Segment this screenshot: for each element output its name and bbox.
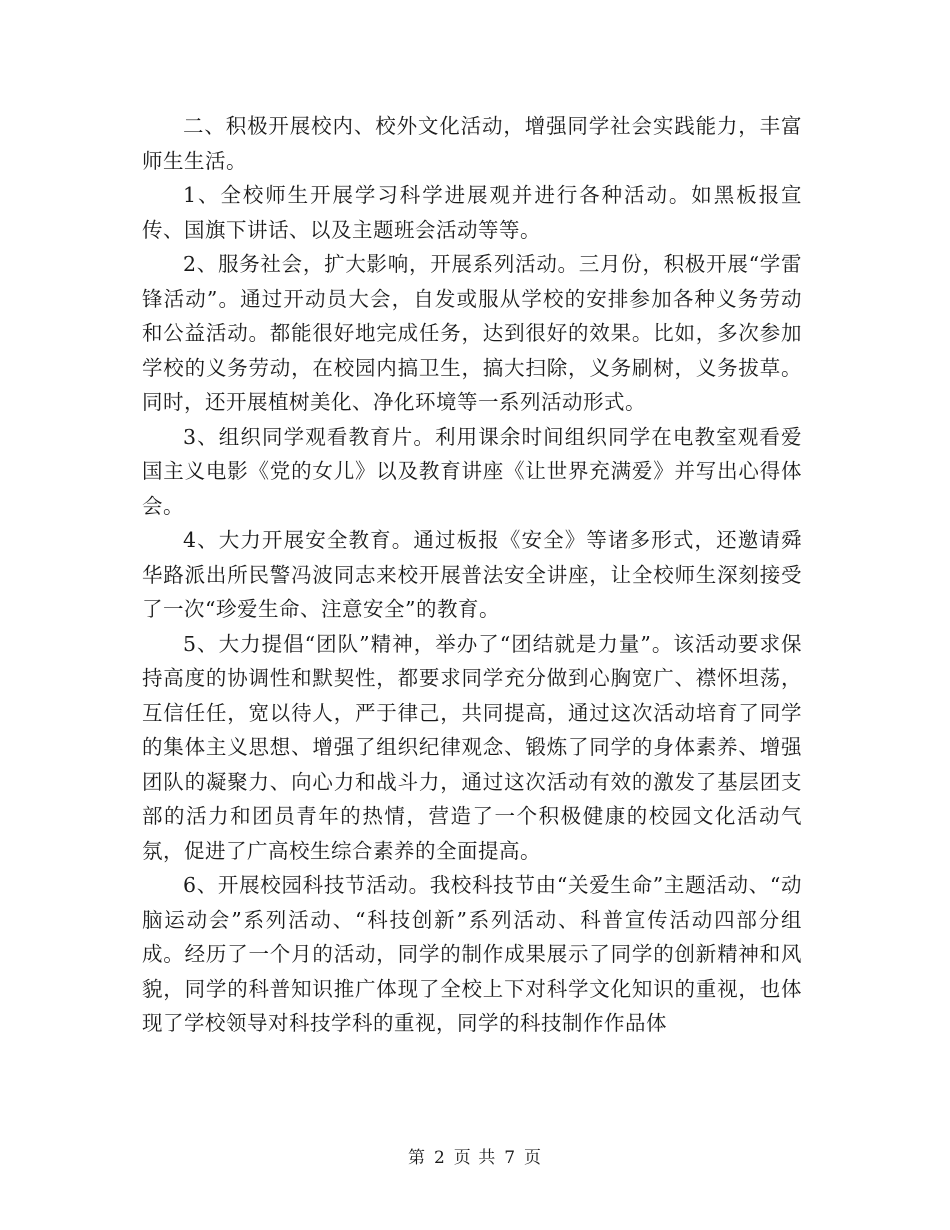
page-label-mid: 页 共 bbox=[453, 1148, 497, 1168]
page-label-prefix: 第 bbox=[407, 1148, 426, 1168]
document-body bbox=[142, 109, 802, 1041]
paragraph-heading-2: 二、积极开展校内、校外文化活动，增强同学社会实践能力，丰富师生生活。 bbox=[142, 114, 802, 173]
paragraph-item-2: 2、服务社会，扩大影响，开展系列活动。三月份，积极开展“学雷锋活动”。通过开动员大会，自发或服从学校的安排参加各种义务劳动和公益活动。都能很好地完成任务，达到很好的效果。比如，多次参加学校的义务劳动，在校园内搞卫生，搞大扫除，义务刷树，义务拔草。同时，还开展植树美化、净化环境等一系列活动形式。 bbox=[142, 252, 802, 414]
paragraph-item-3: 3、组织同学观看教育片。利用课余时间组织同学在电教室观看爱国主义电影《党的女儿》以及教育讲座《让世界充满爱》并写出心得体会。 bbox=[142, 424, 802, 518]
paragraph-item-6: 6、开展校园科技节活动。我校科技节由“关爱生命”主题活动、“动脑运动会”系列活动、“科技创新”系列活动、科普宣传活动四部分组成。经历了一个月的活动，同学的制作成果展示了同学的创新精神和风貌，同学的科普知识推广体现了全校上下对科学文化知识的重视，也体现了学校领导对科技学科的重视，同学的科技制作作品体 bbox=[142, 873, 802, 1035]
paragraph-item-5: 5、大力提倡“团队”精神，举办了“团结就是力量”。该活动要求保持高度的协调性和默契性，都要求同学充分做到心胸宽广、襟怀坦荡，互信任任，宽以待人，严于律己，共同提高，通过这次活动培育了同学的集体主义思想、增强了组织纪律观念、锻炼了同学的身体素养、增强团队的凝聚力、向心力和战斗力，通过这次活动有效的激发了基层团支部的活力和团员青年的热情，营造了一个积极健康的校园文化活动气氛，促进了广高校生综合素养的全面提高。 bbox=[142, 631, 802, 863]
total-pages-number: 7 bbox=[504, 1148, 517, 1168]
page-footer bbox=[0, 1143, 950, 1168]
current-page-number: 2 bbox=[433, 1148, 446, 1168]
paragraph-item-1: 1、全校师生开展学习科学进展观并进行各种活动。如黑板报宣传、国旗下讲话、以及主题班会活动等等。 bbox=[142, 183, 802, 242]
paragraph-item-4: 4、大力开展安全教育。通过板报《安全》等诸多形式，还邀请舜华路派出所民警冯波同志来校开展普法安全讲座，让全校师生深刻接受了一次“珍爱生命、注意安全”的教育。 bbox=[142, 528, 802, 621]
page-label-suffix: 页 bbox=[524, 1148, 543, 1168]
